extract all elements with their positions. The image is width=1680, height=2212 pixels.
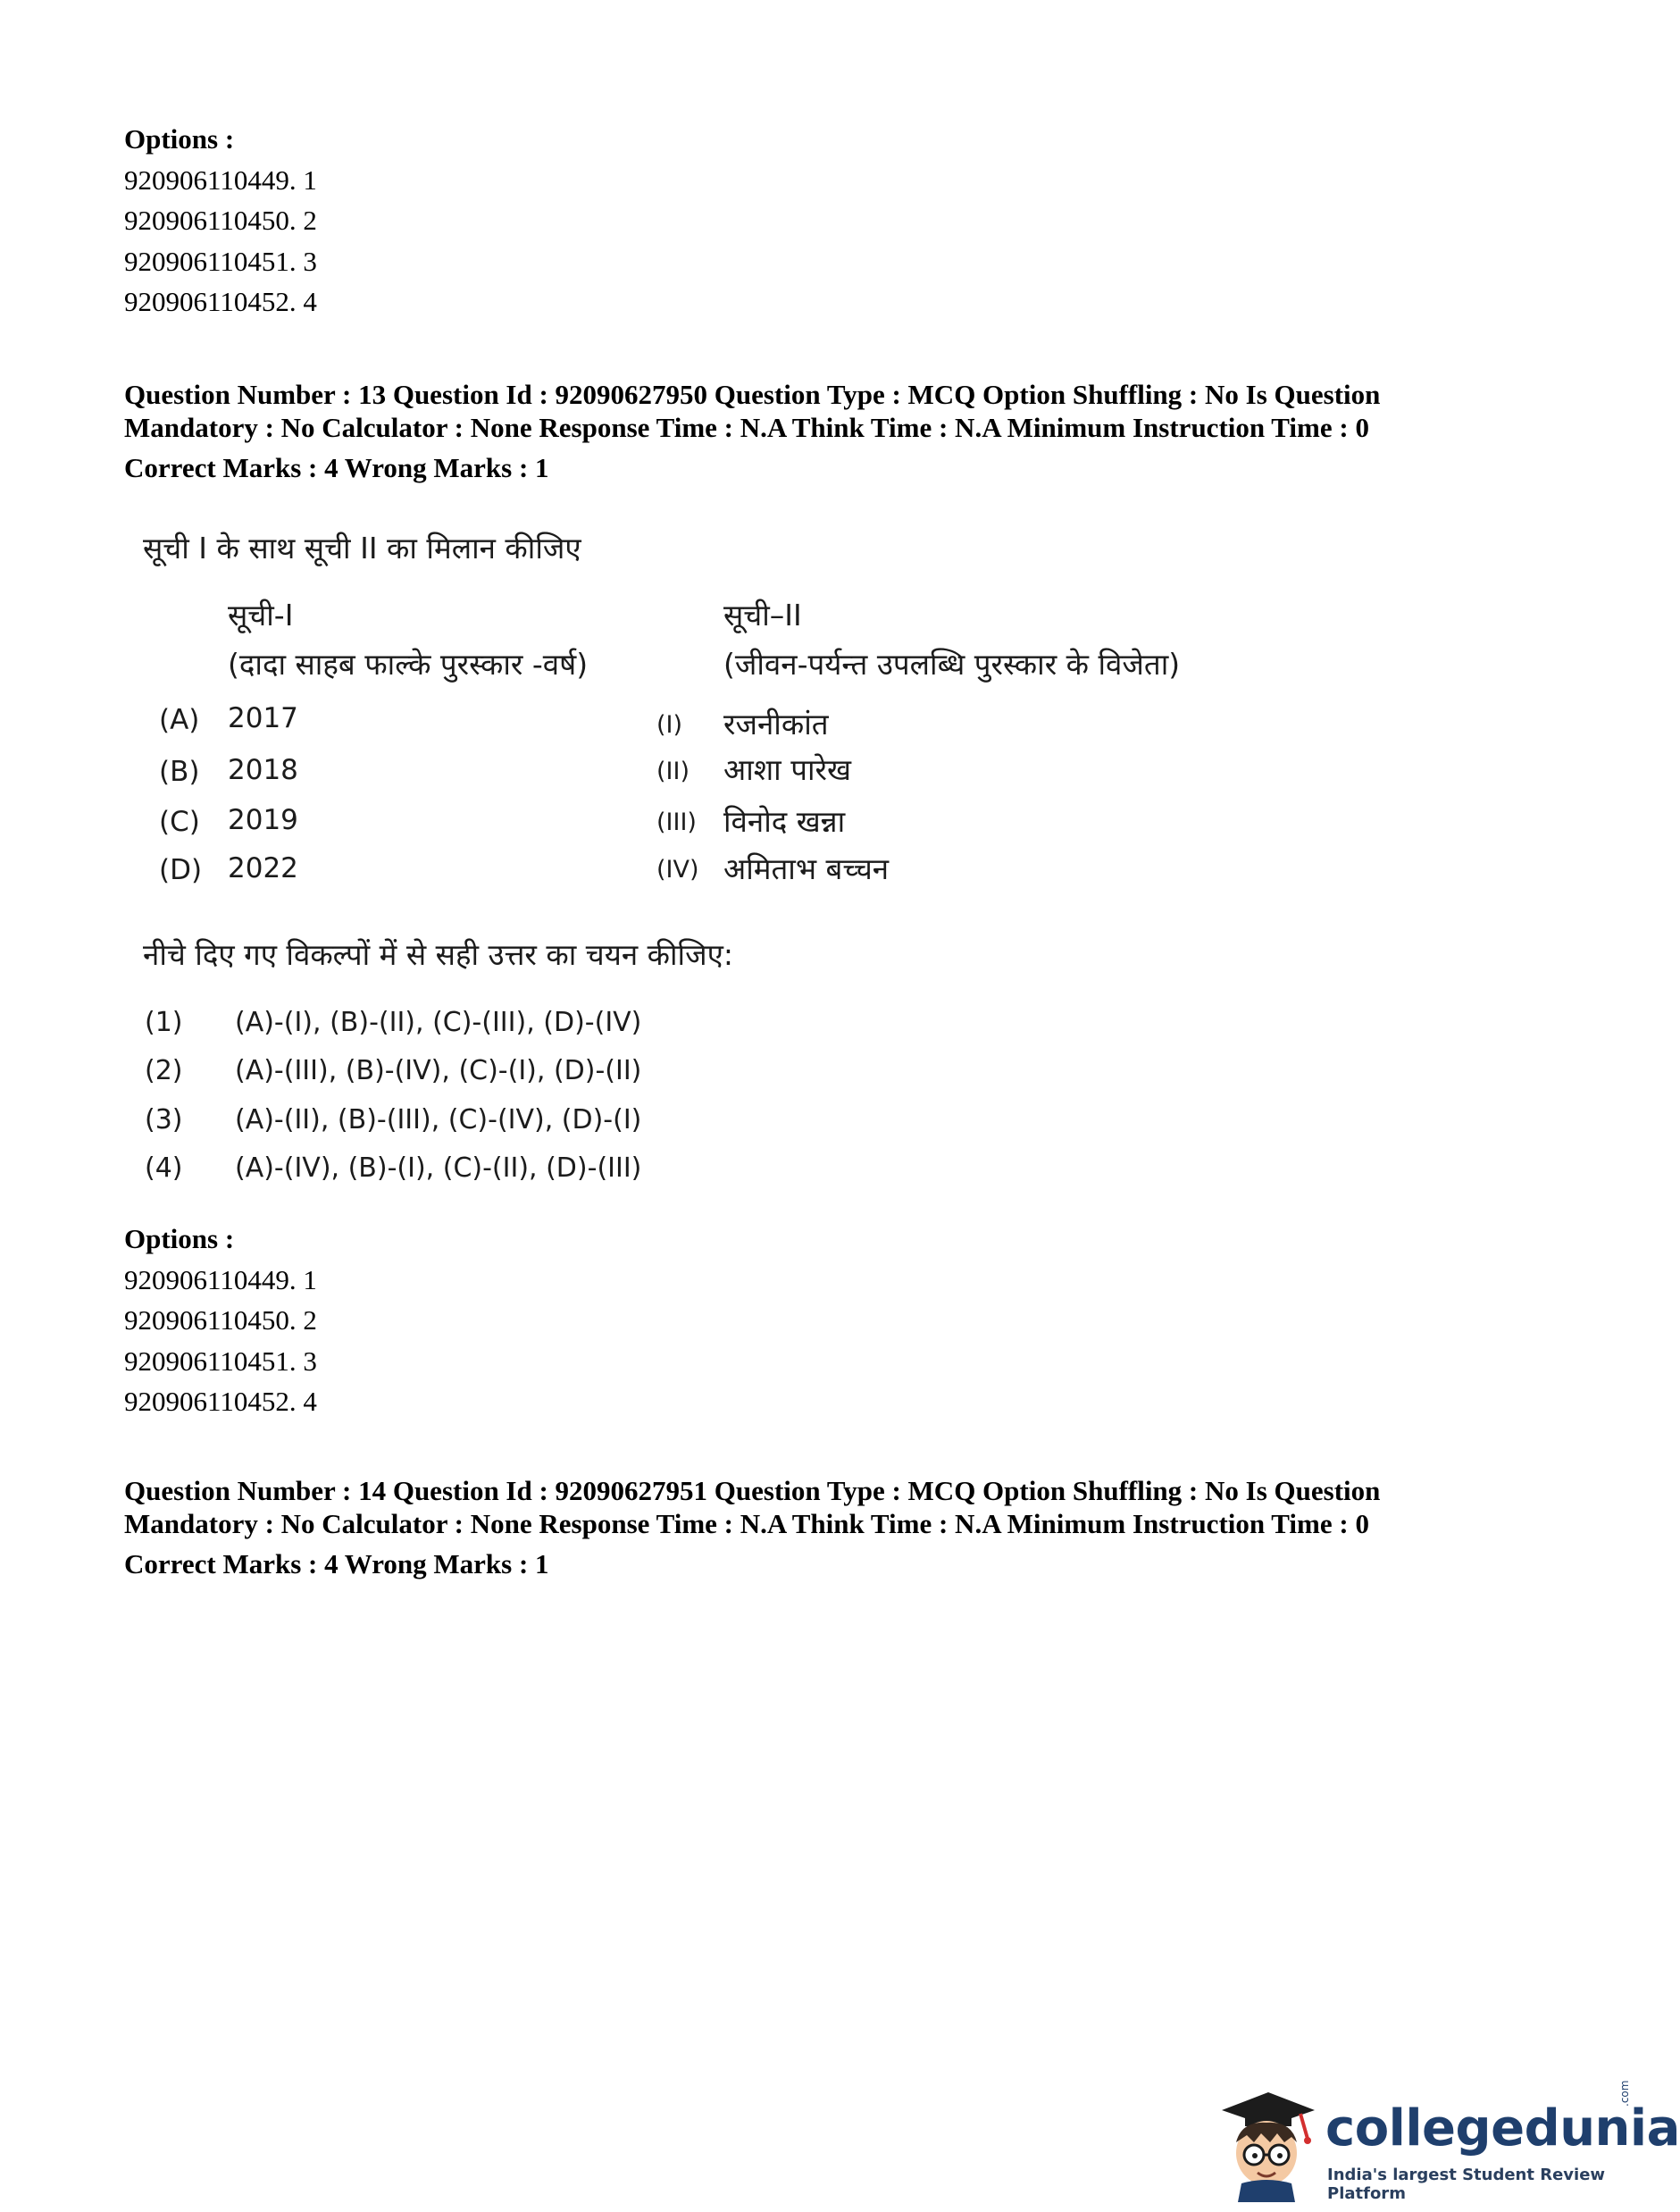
collegedunia-logo[interactable] <box>1215 2080 1680 2203</box>
list1-key: (C) <box>159 806 200 838</box>
logo-wordmark: collegedunia <box>1325 2099 1680 2158</box>
option-item: 920906110451. 3 <box>124 245 317 277</box>
list2-key: (III) <box>656 809 697 836</box>
option-item: 920906110452. 4 <box>124 286 317 317</box>
list1-key: (D) <box>159 854 203 886</box>
answer-text: (A)-(IV), (B)-(I), (C)-(II), (D)-(III) <box>235 1152 642 1184</box>
list2-value: अमिताभ बच्चन <box>723 851 890 886</box>
list1-value: 2018 <box>228 754 298 786</box>
question-meta-line: Question Number : 13 Question Id : 92090627950 Question Type : MCQ Option Shuffling : No Is Question <box>124 379 1381 410</box>
option-item: 920906110452. 4 <box>124 1386 317 1417</box>
list2-value: रजनीकांत <box>723 707 829 742</box>
list2-key: (I) <box>656 711 683 739</box>
question-meta-line: Mandatory : No Calculator : None Response Time : N.A Think Time : N.A Minimum Instruction Time : 0 <box>124 412 1369 443</box>
list2-value: आशा पारेख <box>723 752 851 787</box>
list1-title: सूची-I <box>228 598 294 633</box>
option-item: 920906110449. 1 <box>124 1263 317 1295</box>
option-item: 920906110450. 2 <box>124 1304 317 1336</box>
answer-number: (1) <box>145 1007 183 1038</box>
list2-key: (IV) <box>656 856 699 884</box>
option-item: 920906110449. 1 <box>124 163 317 196</box>
list1-key: (A) <box>159 704 200 736</box>
choose-prompt: नीचे दिए गए विकल्पों में से सही उत्तर का चयन कीजिए: <box>143 937 733 972</box>
options-block-q13 <box>124 1219 317 1422</box>
list1-subtitle: (दादा साहब फाल्के पुरस्कार -वर्ष) <box>228 647 589 682</box>
answer-number: (4) <box>145 1152 183 1184</box>
list1-value: 2019 <box>228 804 298 836</box>
answer-text: (A)-(III), (B)-(IV), (C)-(I), (D)-(II) <box>235 1055 642 1086</box>
question-14-header <box>124 1474 1380 1580</box>
marks-line: Correct Marks : 4 Wrong Marks : 1 <box>124 1548 549 1579</box>
question-meta-line: Mandatory : No Calculator : None Response Time : N.A Think Time : N.A Minimum Instruction Time : 0 <box>124 1508 1369 1539</box>
question-13-header <box>124 378 1380 484</box>
logo-suffix: .com <box>1618 2080 1631 2107</box>
marks-line: Correct Marks : 4 Wrong Marks : 1 <box>124 452 549 483</box>
list2-subtitle: (जीवन-पर्यन्त उपलब्धि पुरस्कार के विजेता) <box>723 647 1181 682</box>
option-item: 920906110450. 2 <box>124 205 317 236</box>
question-instruction: सूची I के साथ सूची II का मिलान कीजिए <box>143 531 581 566</box>
question-meta-line: Question Number : 14 Question Id : 92090627951 Question Type : MCQ Option Shuffling : No Is Question <box>124 1475 1381 1506</box>
list1-value: 2017 <box>228 702 298 734</box>
list2-value: विनोद खन्ना <box>723 804 846 839</box>
logo-tagline: India's largest Student Review Platform <box>1327 2166 1606 2203</box>
list1-key: (B) <box>159 756 200 788</box>
answer-number: (3) <box>145 1104 183 1135</box>
option-item: 920906110451. 3 <box>124 1345 317 1377</box>
list2-key: (II) <box>656 758 690 785</box>
options-label: Options : <box>124 1223 235 1254</box>
list1-value: 2022 <box>228 852 298 884</box>
list2-title: सूची–II <box>723 598 802 633</box>
answer-text: (A)-(II), (B)-(III), (C)-(IV), (D)-(I) <box>235 1104 642 1135</box>
answer-text: (A)-(I), (B)-(II), (C)-(III), (D)-(IV) <box>235 1007 642 1038</box>
answer-number: (2) <box>145 1055 183 1086</box>
options-label: Options : <box>124 123 235 155</box>
mascot-icon <box>1215 2091 1322 2202</box>
options-block-prev <box>124 119 317 323</box>
